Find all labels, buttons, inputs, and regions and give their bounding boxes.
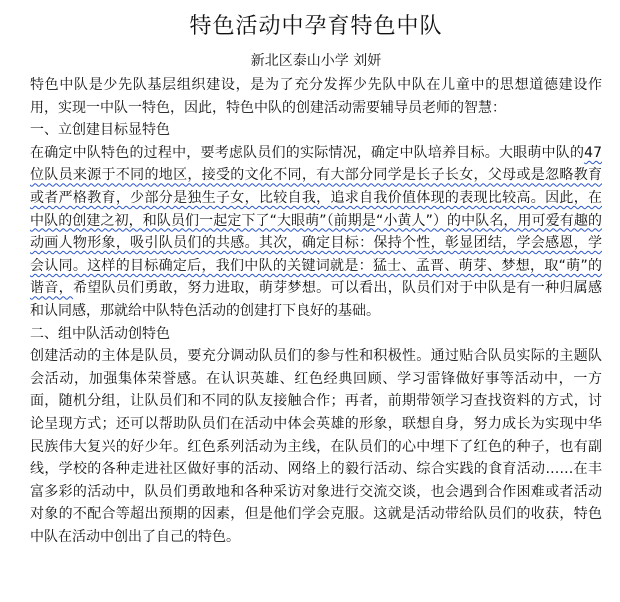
section1-text-start: 在确定中队特色的过程中，要考虑队员们的实际情况，确定中队培养目标。大眼萌中队的 (30, 144, 585, 161)
section1-heading: 一、立创建目标显特色 (30, 122, 170, 139)
section1-paragraph (30, 142, 602, 323)
document-title: 特色活动中孕育特色中队 (189, 14, 443, 39)
intro-paragraph: 特色中队是少先队基层组织建设，是为了充分发挥少先队中队在儿童中的思想道德建设作用，实现一中队一特色，因此，特色中队的创建活动需要辅导员老师的智慧： (30, 77, 602, 116)
section1-underlined-text: 47位队员来源于不同的地区，接受的文化不同，有大部分同学是长子长女，父母或是忽略教育或者严格教育，少部分是独生子女，比较自我，追求自我价值体现的表现比较高。因此，在中队的创建之初，和队员们一起定下了“大眼萌”（前期是“小黄人”）的中队名，用可爱有趣的动画人物形象，吸引队员们的共感。其次，确定目标：保持个性，彰显团结，学会感恩，学会认同。这样的目标确定后，我们中队的关键词就是：猛士、孟晋、萌芽、梦想，取“萌”的谐音， (30, 144, 602, 297)
section1-text-end: 希望队员们勇敢，努力进取，萌芽梦想。可以看出，队员们对于中队是有一种归属感和认同感，那就给中队特色活动的创建打下良好的基础。 (30, 280, 603, 319)
section2-heading: 二、组中队活动创特色 (30, 325, 170, 342)
document-author: 新北区泰山小学 刘妍 (250, 53, 382, 69)
section2-paragraph: 创建活动的主体是队员，要充分调动队员们的参与性和积极性。通过贴合队员实际的主题队会活动，加强集体荣誉感。在认识英雄、红色经典回顾、学习雷锋做好事等活动中，一方面，随机分组，让队员们和不同的队友接触合作；再者，前期带领学习查找资料的方式，讨论呈现方式；还可以帮助队员们在活动中体会英雄的形象，联想自身，努力成长为实现中华民族伟大复兴的好少年。红色系列活动为主线，在队员们的心中埋下了红色的种子，也有副线，学校的各种走进社区做好事的活动、网络上的毅行活动、综合实践的食育活动……在丰富多彩的活动中，队员们勇敢地和各种采访对象进行交流交谈，也会遇到合作困难或者活动对象的不配合等超出预期的因素，但是他们学会克服。这就是活动带给队员们的收获，特色中队在活动中创出了自己的特色。 (30, 348, 602, 545)
